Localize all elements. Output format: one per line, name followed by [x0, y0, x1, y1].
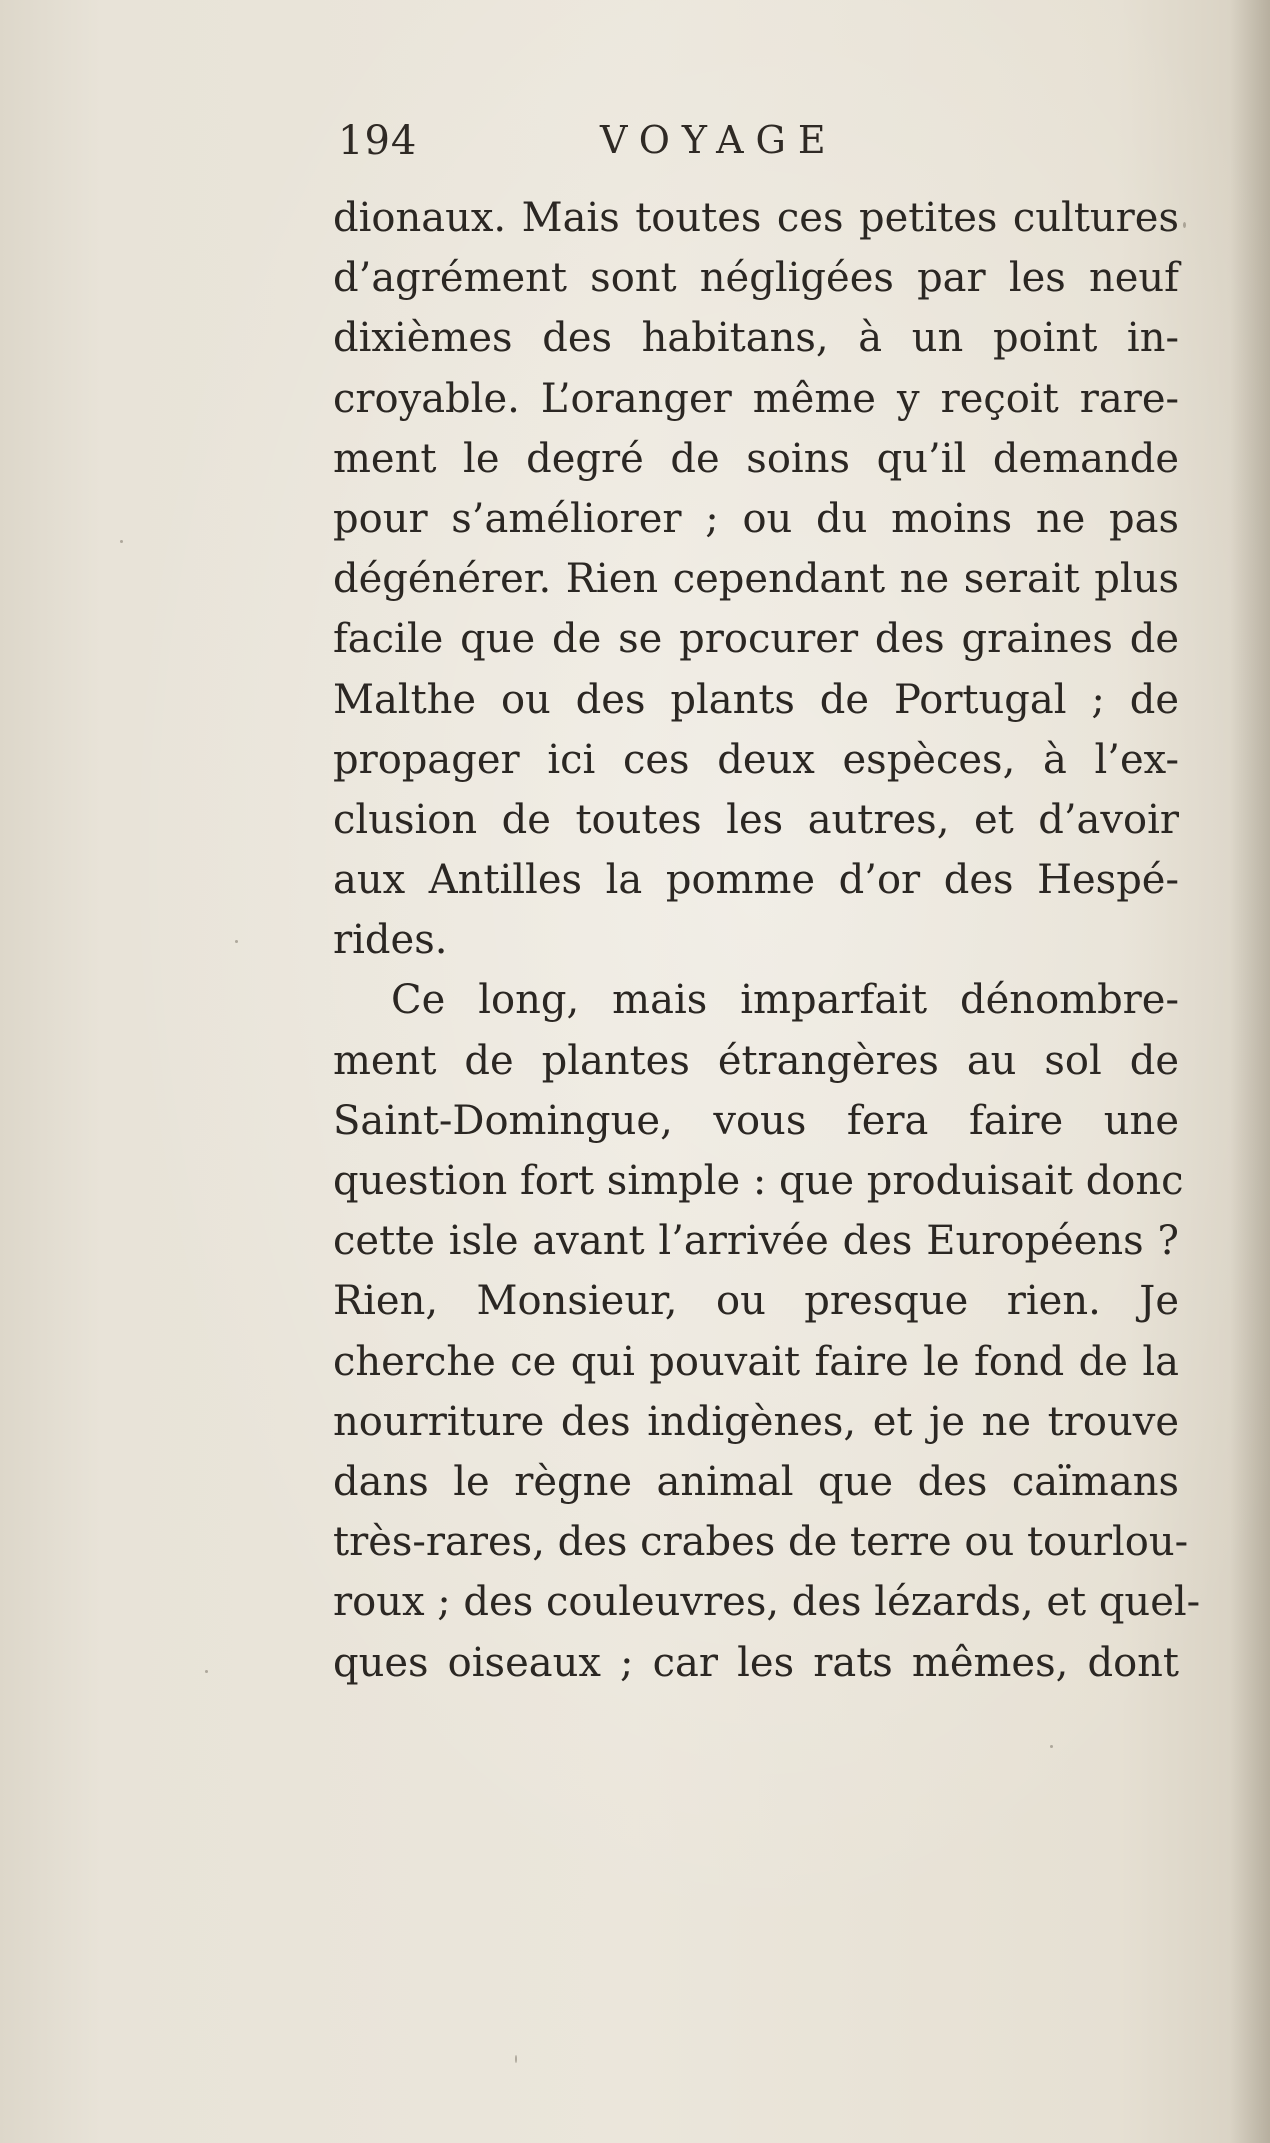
paper-speck [1050, 1745, 1053, 1748]
text-line: aux Antilles la pomme d’or des Hespé- [333, 857, 1179, 904]
text-line: facile que de se procurer des graines de [333, 616, 1179, 663]
text-line: dans le règne animal que des caïmans [333, 1458, 1179, 1505]
text-line: ment de plantes étrangères au sol de [333, 1037, 1179, 1084]
text-line: roux ; des couleuvres, des lézards, et quel- [333, 1579, 1201, 1626]
text-line: croyable. L’oranger même y reçoit rare- [333, 375, 1179, 422]
text-line: dixièmes des habitans, à un point in- [333, 315, 1179, 362]
page-edge-shadow [1230, 0, 1270, 2143]
page-header [338, 118, 1138, 178]
text-line: ques oiseaux ; car les rats mêmes, dont [333, 1639, 1179, 1686]
body-text [333, 188, 1201, 1693]
paper-speck [515, 2055, 517, 2063]
page-number: 194 [338, 118, 418, 164]
text-line: Rien, Monsieur, ou presque rien. Je [333, 1278, 1179, 1325]
text-line: Saint-Domingue, vous fera faire une [333, 1097, 1179, 1144]
text-line: dionaux. Mais toutes ces petites cultures [333, 195, 1179, 241]
text-line: ment le degré de soins qu’il demande [333, 435, 1179, 482]
text-line: dégénérer. Rien cependant ne serait plus [333, 556, 1179, 603]
paper-speck [1183, 222, 1186, 228]
text-line: question fort simple : que produisait donc [333, 1158, 1184, 1204]
text-line: rides. [333, 917, 448, 964]
paper-speck [205, 1670, 208, 1673]
paper-speck [120, 540, 123, 543]
text-line: clusion de toutes les autres, et d’avoir [333, 796, 1179, 843]
text-line: d’agrément sont négligées par les neuf [333, 255, 1179, 302]
running-title: VOYAGE [600, 118, 838, 162]
text-line: Ce long, mais imparfait dénombre- [391, 977, 1179, 1024]
paper-speck [235, 940, 238, 943]
text-line: cette isle avant l’arrivée des Européens ? [333, 1218, 1179, 1265]
text-line: propager ici ces deux espèces, à l’ex- [333, 736, 1179, 783]
text-line: nourriture des indigènes, et je ne trouve [333, 1398, 1179, 1445]
text-line: pour s’améliorer ; ou du moins ne pas [333, 495, 1179, 542]
text-line: très-rares, des crabes de terre ou tourlou- [333, 1519, 1189, 1566]
text-line: Malthe ou des plants de Portugal ; de [333, 676, 1179, 723]
text-line: cherche ce qui pouvait faire le fond de la [333, 1338, 1179, 1385]
